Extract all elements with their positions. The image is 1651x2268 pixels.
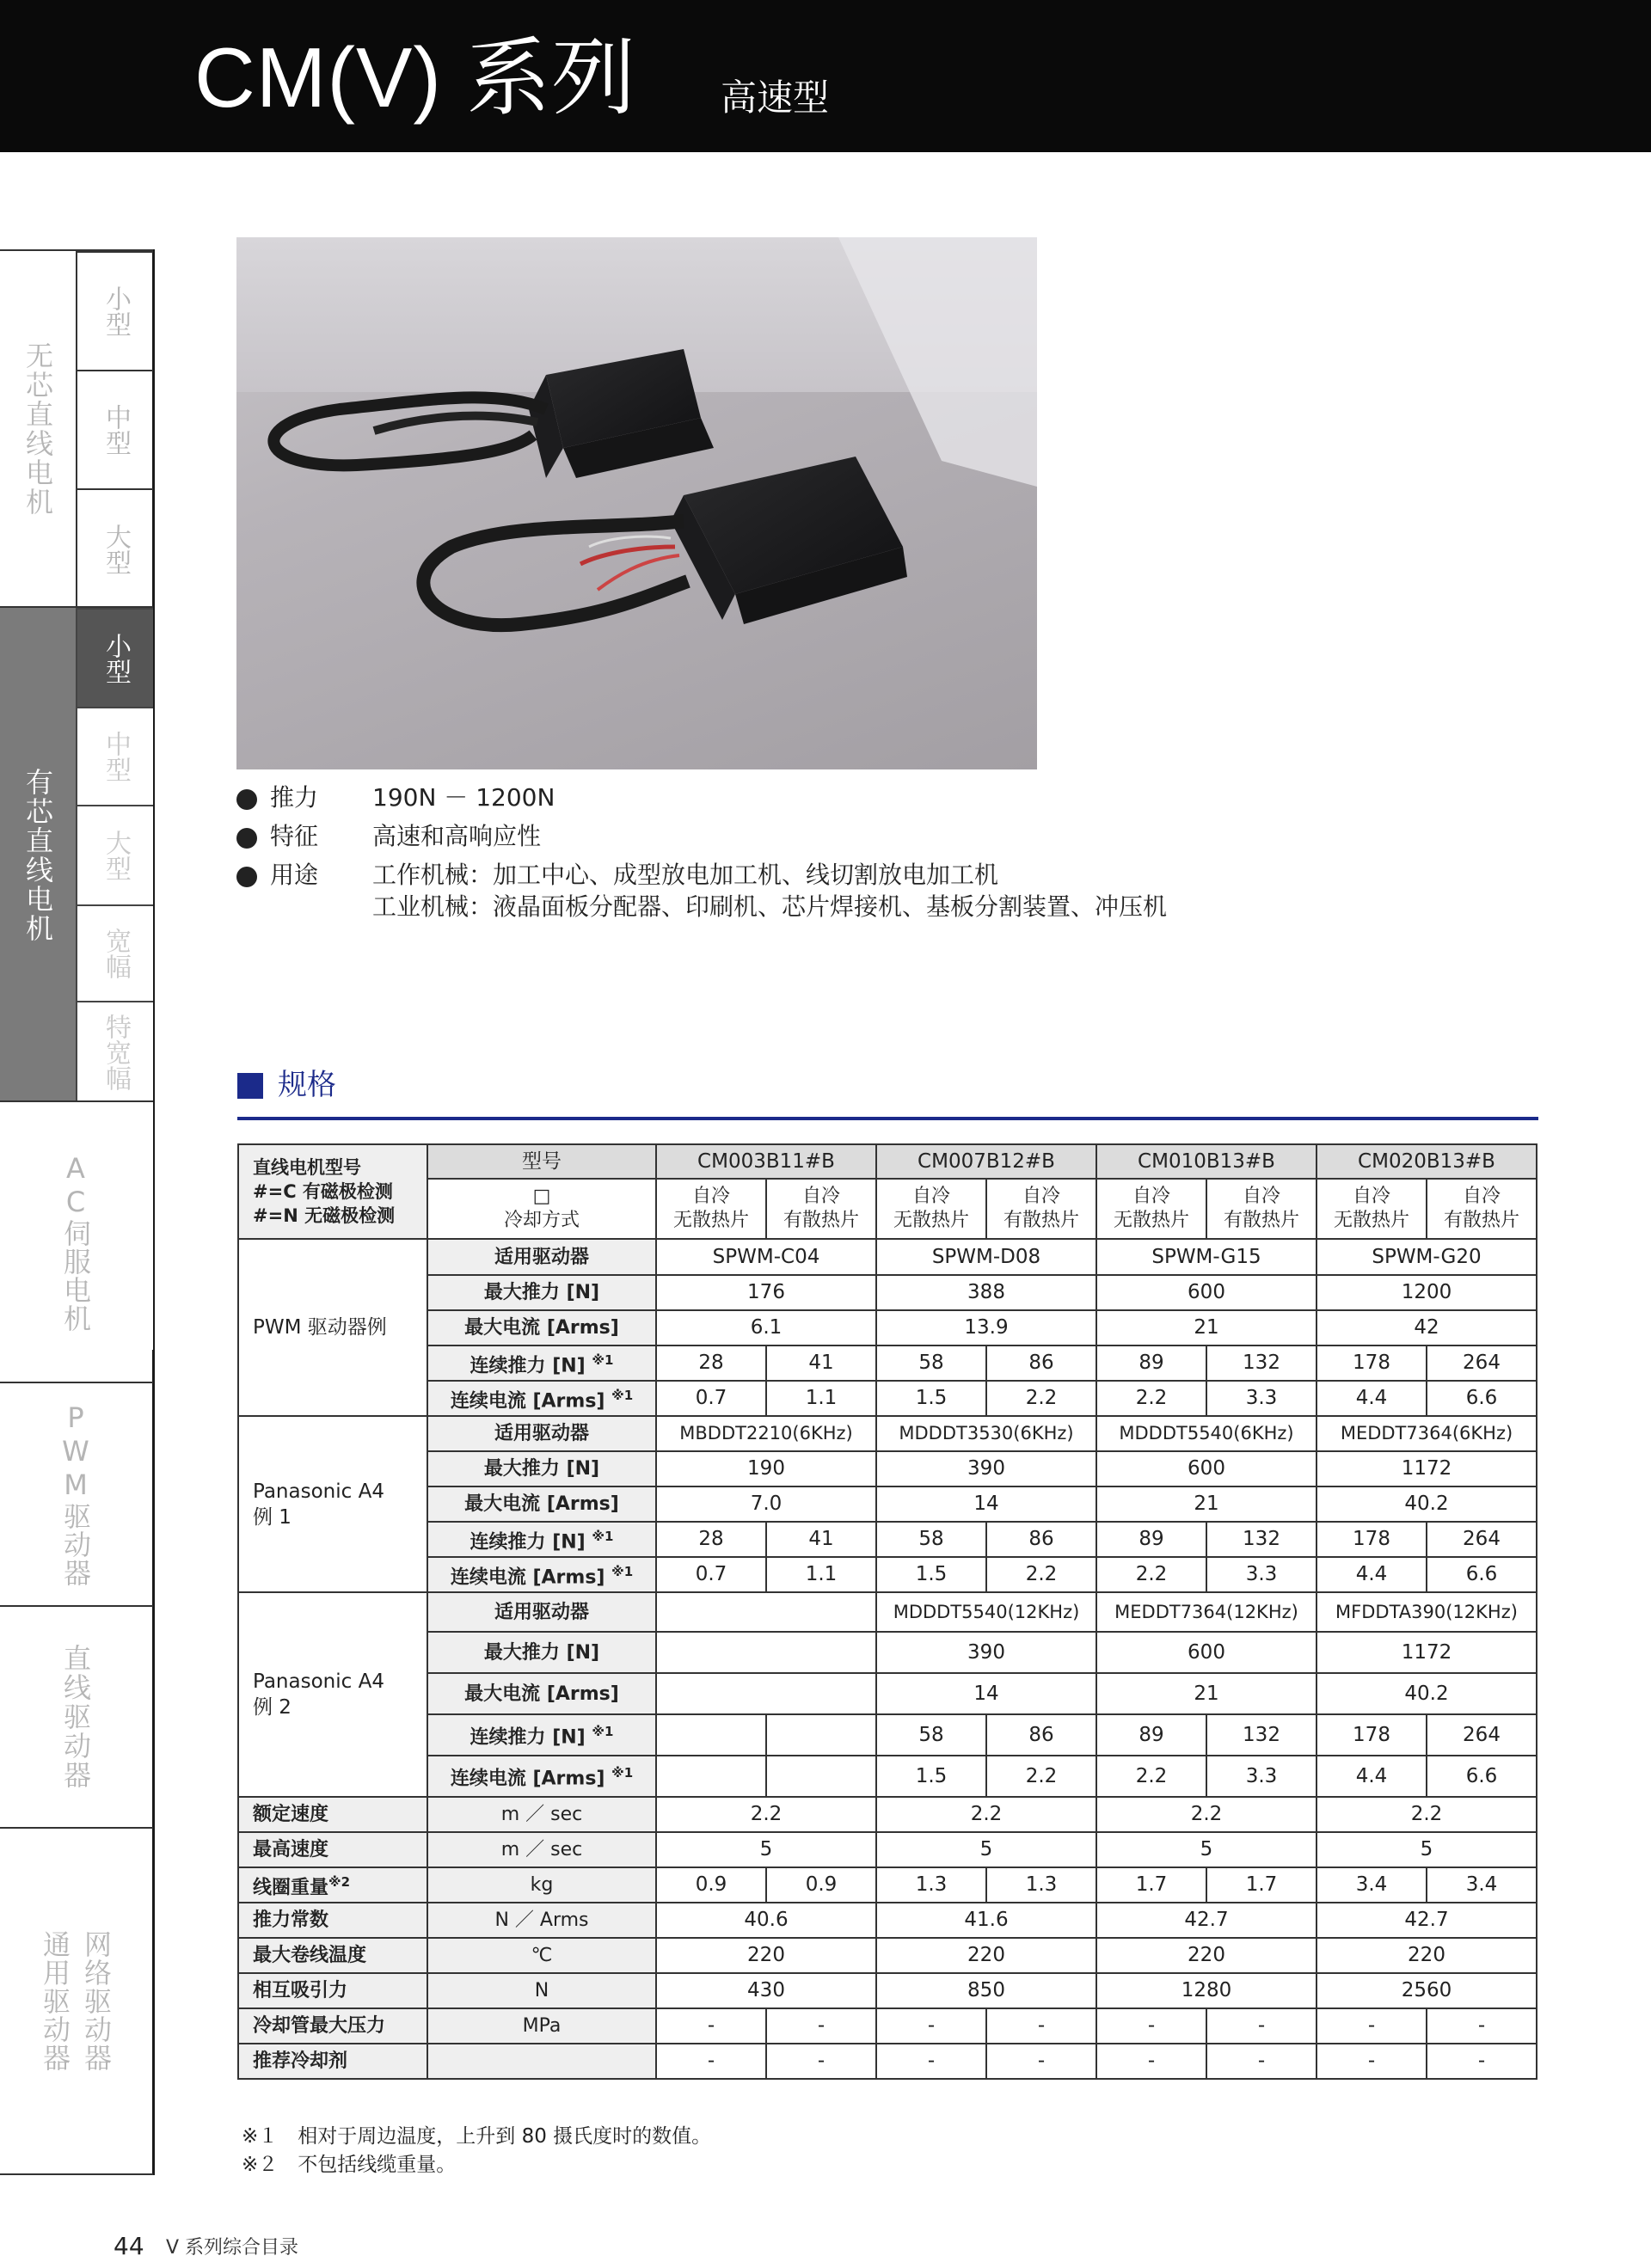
table-cell: 3.3 bbox=[1206, 1756, 1317, 1797]
table-cell: 5 bbox=[656, 1832, 876, 1867]
table-row-max-winding-temp bbox=[238, 1938, 1537, 1973]
table-row bbox=[238, 1416, 1537, 1451]
bullet-icon bbox=[236, 789, 257, 810]
table-cell bbox=[766, 1714, 876, 1756]
table-cell: 41.6 bbox=[876, 1903, 1096, 1938]
section-rule bbox=[237, 1117, 1538, 1120]
table-cell: - bbox=[766, 2008, 876, 2044]
table-cell: 430 bbox=[656, 1973, 876, 2008]
category-cell: 相互吸引力 bbox=[238, 1973, 427, 2008]
table-cell: 2.2 bbox=[1096, 1756, 1206, 1797]
table-cell bbox=[766, 1756, 876, 1797]
cooling-cell: 自冷 有散热片 bbox=[1427, 1179, 1537, 1239]
table-cell: MEDDT7364(12KHz) bbox=[1096, 1592, 1317, 1632]
table-cell: 3.4 bbox=[1427, 1867, 1537, 1903]
table-row bbox=[238, 1522, 1537, 1557]
catalog-name: V 系列综合目录 bbox=[166, 2237, 299, 2259]
sidebar-item-small[interactable]: 小型 bbox=[76, 251, 153, 370]
cooling-cell: 自冷 有散热片 bbox=[986, 1179, 1096, 1239]
table-cell: 86 bbox=[986, 1522, 1096, 1557]
row-label-cell: 最大推力 [N] bbox=[427, 1451, 656, 1486]
table-cell: - bbox=[986, 2008, 1096, 2044]
table-cell: 1.3 bbox=[876, 1867, 986, 1903]
row-label-cell: 最大电流 [Arms] bbox=[427, 1673, 656, 1714]
table-cell: - bbox=[1317, 2044, 1427, 2079]
page-header bbox=[0, 0, 1651, 152]
table-cell: MEDDT7364(6KHz) bbox=[1317, 1416, 1537, 1451]
cooling-cell: 自冷 有散热片 bbox=[766, 1179, 876, 1239]
table-cell: 220 bbox=[656, 1938, 876, 1973]
table-cell: 5 bbox=[1317, 1832, 1537, 1867]
page-number: 44 bbox=[114, 2232, 144, 2260]
table-cell: 220 bbox=[876, 1938, 1096, 1973]
table-row bbox=[238, 1239, 1537, 1275]
sidebar-item-wide[interactable]: 宽幅 bbox=[76, 904, 153, 1001]
table-row-coolant-pressure bbox=[238, 2008, 1537, 2044]
table-cell: 42.7 bbox=[1096, 1903, 1317, 1938]
model-cell: CM007B12#B bbox=[876, 1144, 1096, 1179]
unit-cell: kg bbox=[427, 1867, 656, 1903]
table-cell: - bbox=[656, 2008, 766, 2044]
table-row bbox=[238, 1557, 1537, 1592]
table-row bbox=[238, 1486, 1537, 1522]
unit-cell: MPa bbox=[427, 2008, 656, 2044]
feature-key: 特征 bbox=[270, 822, 319, 850]
sidebar-group-ac-servo[interactable] bbox=[0, 1100, 153, 1382]
table-cell: 3.4 bbox=[1317, 1867, 1427, 1903]
cooling-cell: 自冷 无散热片 bbox=[876, 1179, 986, 1239]
sidebar-item-medium[interactable]: 中型 bbox=[76, 370, 153, 488]
table-cell: 132 bbox=[1206, 1714, 1317, 1756]
category-cell: 最大卷线温度 bbox=[238, 1938, 427, 1973]
footnote-2: ※２ 不包括线缆重量。 bbox=[242, 2154, 457, 2176]
table-cell: - bbox=[766, 2044, 876, 2079]
table-cell: 1.7 bbox=[1096, 1867, 1206, 1903]
table-cell: - bbox=[1317, 2008, 1427, 2044]
table-cell: 4.4 bbox=[1317, 1381, 1427, 1416]
feature-key: 推力 bbox=[270, 783, 319, 812]
category-cell: 推力常数 bbox=[238, 1903, 427, 1938]
table-cell: 178 bbox=[1317, 1345, 1427, 1381]
sidebar-group-label: AC伺服电机 bbox=[59, 1151, 92, 1333]
table-cell: 41 bbox=[766, 1522, 876, 1557]
table-cell: 58 bbox=[876, 1714, 986, 1756]
table-cell: 1.5 bbox=[876, 1381, 986, 1416]
table-cell: 3.3 bbox=[1206, 1381, 1317, 1416]
feature-value: 高速和高响应性 bbox=[372, 822, 542, 850]
table-row bbox=[238, 1381, 1537, 1416]
table-cell: 220 bbox=[1096, 1938, 1317, 1973]
category-cell: 最高速度 bbox=[238, 1832, 427, 1867]
table-cell: 42 bbox=[1317, 1310, 1537, 1345]
product-photo bbox=[236, 237, 1037, 769]
table-cell: 132 bbox=[1206, 1522, 1317, 1557]
footnote-1: ※１ 相对于周边温度，上升到 80 摄氏度时的数值。 bbox=[242, 2125, 712, 2148]
table-cell: 132 bbox=[1206, 1345, 1317, 1381]
feature-value: 190N － 1200N bbox=[372, 783, 555, 812]
category-cell: PWM 驱动器例 bbox=[238, 1239, 427, 1416]
table-cell: 1.5 bbox=[876, 1557, 986, 1592]
table-cell: 40.2 bbox=[1317, 1673, 1537, 1714]
category-sidebar bbox=[0, 249, 155, 2175]
cooling-cell: 自冷 有散热片 bbox=[1206, 1179, 1317, 1239]
table-cell: 4.4 bbox=[1317, 1756, 1427, 1797]
sidebar-group-label-network: 网络驱动器 bbox=[80, 1930, 113, 2072]
table-row bbox=[238, 1673, 1537, 1714]
table-cell: 41 bbox=[766, 1345, 876, 1381]
table-cell: 176 bbox=[656, 1275, 876, 1310]
row-label-cell: 连续电流 [Arms] $^{※1}$ bbox=[427, 1557, 656, 1592]
table-cell: 40.2 bbox=[1317, 1486, 1537, 1522]
table-cell: - bbox=[986, 2044, 1096, 2079]
table-cell: 4.4 bbox=[1317, 1557, 1427, 1592]
table-cell: 264 bbox=[1427, 1714, 1537, 1756]
table-cell: 1.1 bbox=[766, 1381, 876, 1416]
table-row-coil-weight bbox=[238, 1867, 1537, 1903]
row-label-cell: 连续推力 [N] $^{※1}$ bbox=[427, 1714, 656, 1756]
cooling-cell: 自冷 无散热片 bbox=[656, 1179, 766, 1239]
table-cell: 86 bbox=[986, 1714, 1096, 1756]
table-cell: 600 bbox=[1096, 1275, 1317, 1310]
table-row-rated-speed bbox=[238, 1797, 1537, 1832]
table-cell: 264 bbox=[1427, 1345, 1537, 1381]
table-cell: 6.6 bbox=[1427, 1756, 1537, 1797]
table-cell: 21 bbox=[1096, 1673, 1317, 1714]
sidebar-item-large[interactable]: 大型 bbox=[76, 805, 153, 904]
table-cell bbox=[656, 1592, 876, 1632]
table-cell bbox=[656, 1714, 766, 1756]
table-cell: 5 bbox=[1096, 1832, 1317, 1867]
cooling-cell: 自冷 无散热片 bbox=[1317, 1179, 1427, 1239]
sidebar-item-small-active[interactable]: 小型 bbox=[76, 608, 153, 707]
table-cell: 2.2 bbox=[986, 1381, 1096, 1416]
table-cell: 2.2 bbox=[1096, 1797, 1317, 1832]
feature-value: 工业机械：液晶面板分配器、印刷机、芯片焊接机、基板分割装置、冲压机 bbox=[372, 892, 1168, 921]
table-row-recommended-coolant bbox=[238, 2044, 1537, 2079]
cooling-label-cell: □ 冷却方式 bbox=[427, 1179, 656, 1239]
table-row bbox=[238, 1756, 1537, 1797]
unit-cell bbox=[427, 2044, 656, 2079]
table-row bbox=[238, 1451, 1537, 1486]
category-cell: 额定速度 bbox=[238, 1797, 427, 1832]
table-cell: 1280 bbox=[1096, 1973, 1317, 2008]
table-cell: 1.3 bbox=[986, 1867, 1096, 1903]
table-cell bbox=[656, 1673, 876, 1714]
table-row bbox=[238, 1310, 1537, 1345]
sidebar-group-label-general: 通用驱动器 bbox=[39, 1930, 71, 2072]
table-cell: 220 bbox=[1317, 1938, 1537, 1973]
row-label-cell: 适用驱动器 bbox=[427, 1239, 656, 1275]
table-cell: 1.7 bbox=[1206, 1867, 1317, 1903]
table-row-models bbox=[238, 1144, 1537, 1179]
table-cell: 7.0 bbox=[656, 1486, 876, 1522]
table-cell: SPWM-C04 bbox=[656, 1239, 876, 1275]
sidebar-group-label: 无芯直线电机 bbox=[21, 340, 54, 517]
table-row-force-constant bbox=[238, 1903, 1537, 1938]
category-cell: Panasonic A4 例 2 bbox=[238, 1592, 427, 1797]
table-cell: 2.2 bbox=[1096, 1381, 1206, 1416]
table-cell: - bbox=[1206, 2008, 1317, 2044]
table-cell: - bbox=[656, 2044, 766, 2079]
row-label-cell: 最大推力 [N] bbox=[427, 1275, 656, 1310]
table-cell: 2.2 bbox=[986, 1756, 1096, 1797]
feature-value: 工作机械：加工中心、成型放电加工机、线切割放电加工机 bbox=[372, 861, 999, 889]
table-cell: SPWM-G15 bbox=[1096, 1239, 1317, 1275]
table-row bbox=[238, 1592, 1537, 1632]
table-cell: 13.9 bbox=[876, 1310, 1096, 1345]
table-cell: SPWM-G20 bbox=[1317, 1239, 1537, 1275]
sidebar-group-label: PWM驱动器 bbox=[59, 1401, 92, 1587]
table-cell: 178 bbox=[1317, 1522, 1427, 1557]
table-cell: 89 bbox=[1096, 1714, 1206, 1756]
product-illustration bbox=[236, 237, 1037, 769]
table-cell: 5 bbox=[876, 1832, 1096, 1867]
table-cell: 89 bbox=[1096, 1345, 1206, 1381]
model-cell: CM020B13#B bbox=[1317, 1144, 1537, 1179]
table-cell: 28 bbox=[656, 1522, 766, 1557]
category-cell: 冷却管最大压力 bbox=[238, 2008, 427, 2044]
sidebar-group-general-network-driver[interactable] bbox=[0, 1827, 153, 2175]
table-cell: 600 bbox=[1096, 1451, 1317, 1486]
row-label-cell: 连续推力 [N] $^{※1}$ bbox=[427, 1345, 656, 1381]
table-cell: 6.6 bbox=[1427, 1557, 1537, 1592]
table-cell: 6.6 bbox=[1427, 1381, 1537, 1416]
table-cell: 2560 bbox=[1317, 1973, 1537, 2008]
table-cell: 14 bbox=[876, 1486, 1096, 1522]
table-row bbox=[238, 1345, 1537, 1381]
sidebar-group-label: 有芯直线电机 bbox=[21, 767, 54, 943]
sidebar-item-extra-wide[interactable]: 特宽幅 bbox=[76, 1001, 153, 1102]
row-label-cell: 最大推力 [N] bbox=[427, 1632, 656, 1673]
table-cell: 28 bbox=[656, 1345, 766, 1381]
unit-cell: N bbox=[427, 1973, 656, 2008]
table-row-max-speed bbox=[238, 1832, 1537, 1867]
table-cell: 390 bbox=[876, 1451, 1096, 1486]
table-cell: 89 bbox=[1096, 1522, 1206, 1557]
table-cell: 3.3 bbox=[1206, 1557, 1317, 1592]
table-cell: - bbox=[1427, 2044, 1537, 2079]
unit-cell: m ／ sec bbox=[427, 1797, 656, 1832]
category-cell: 推荐冷却剂 bbox=[238, 2044, 427, 2079]
table-cell: - bbox=[1096, 2044, 1206, 2079]
row-label-cell: 最大电流 [Arms] bbox=[427, 1310, 656, 1345]
table-row bbox=[238, 1632, 1537, 1673]
table-cell: 58 bbox=[876, 1522, 986, 1557]
spec-table bbox=[237, 1143, 1537, 2080]
model-cell: CM003B11#B bbox=[656, 1144, 876, 1179]
table-cell: 1.5 bbox=[876, 1756, 986, 1797]
table-cell: 850 bbox=[876, 1973, 1096, 2008]
table-cell: SPWM-D08 bbox=[876, 1239, 1096, 1275]
bullet-icon bbox=[236, 867, 257, 887]
model-label-cell: 型号 bbox=[427, 1144, 656, 1179]
table-cell: 388 bbox=[876, 1275, 1096, 1310]
sidebar-group-label: 直线驱动器 bbox=[59, 1644, 92, 1790]
section-marker-icon bbox=[237, 1073, 263, 1099]
table-cell: MDDDT5540(6KHz) bbox=[1096, 1416, 1317, 1451]
table-cell bbox=[656, 1756, 766, 1797]
unit-cell: m ／ sec bbox=[427, 1832, 656, 1867]
table-row-cooling bbox=[238, 1179, 1537, 1239]
table-cell: 40.6 bbox=[656, 1903, 876, 1938]
table-cell: 1200 bbox=[1317, 1275, 1537, 1310]
table-cell: 1172 bbox=[1317, 1451, 1537, 1486]
row-label-cell: 最大电流 [Arms] bbox=[427, 1486, 656, 1522]
sidebar-item-large[interactable]: 大型 bbox=[76, 488, 153, 608]
category-cell: 线圈重量$^{※2}$ bbox=[238, 1867, 427, 1903]
table-cell: MFDDTA390(12KHz) bbox=[1317, 1592, 1537, 1632]
unit-cell: N ／ Arms bbox=[427, 1903, 656, 1938]
table-cell: 178 bbox=[1317, 1714, 1427, 1756]
table-cell: 0.7 bbox=[656, 1381, 766, 1416]
table-cell: 6.1 bbox=[656, 1310, 876, 1345]
table-cell: - bbox=[876, 2044, 986, 2079]
table-row bbox=[238, 1275, 1537, 1310]
row-label-cell: 适用驱动器 bbox=[427, 1592, 656, 1632]
table-cell: 0.9 bbox=[656, 1867, 766, 1903]
table-cell: 0.7 bbox=[656, 1557, 766, 1592]
table-cell: 58 bbox=[876, 1345, 986, 1381]
table-cell: - bbox=[1096, 2008, 1206, 2044]
table-cell: MDDDT5540(12KHz) bbox=[876, 1592, 1096, 1632]
table-cell: 21 bbox=[1096, 1486, 1317, 1522]
page-title: CM(V) 系列 bbox=[194, 30, 637, 125]
feature-key: 用途 bbox=[270, 861, 319, 889]
table-cell: 600 bbox=[1096, 1632, 1317, 1673]
unit-cell: ℃ bbox=[427, 1938, 656, 1973]
table-cell: 86 bbox=[986, 1345, 1096, 1381]
table-cell: 0.9 bbox=[766, 1867, 876, 1903]
table-cell: 2.2 bbox=[986, 1557, 1096, 1592]
table-cell: 264 bbox=[1427, 1522, 1537, 1557]
table-row-attraction-force bbox=[238, 1973, 1537, 2008]
table-cell: 42.7 bbox=[1317, 1903, 1537, 1938]
table-cell: 390 bbox=[876, 1632, 1096, 1673]
corner-cell: 直线电机型号 #=C 有磁极检测 #=N 无磁极检测 bbox=[238, 1144, 427, 1239]
table-cell: 2.2 bbox=[1317, 1797, 1537, 1832]
table-cell: MDDDT3530(6KHz) bbox=[876, 1416, 1096, 1451]
table-cell: 2.2 bbox=[1096, 1557, 1206, 1592]
table-cell bbox=[656, 1632, 876, 1673]
table-cell: 1172 bbox=[1317, 1632, 1537, 1673]
table-cell: 2.2 bbox=[876, 1797, 1096, 1832]
table-cell: - bbox=[876, 2008, 986, 2044]
row-label-cell: 适用驱动器 bbox=[427, 1416, 656, 1451]
table-cell: - bbox=[1206, 2044, 1317, 2079]
page-subtitle: 高速型 bbox=[721, 77, 830, 119]
table-row bbox=[238, 1714, 1537, 1756]
row-label-cell: 连续电流 [Arms] $^{※1}$ bbox=[427, 1381, 656, 1416]
table-cell: 14 bbox=[876, 1673, 1096, 1714]
table-cell: - bbox=[1427, 2008, 1537, 2044]
table-cell: 21 bbox=[1096, 1310, 1317, 1345]
cooling-cell: 自冷 无散热片 bbox=[1096, 1179, 1206, 1239]
row-label-cell: 连续推力 [N] $^{※1}$ bbox=[427, 1522, 656, 1557]
table-cell: MBDDT2210(6KHz) bbox=[656, 1416, 876, 1451]
sidebar-group-pwm-driver[interactable] bbox=[0, 1382, 153, 1605]
bullet-icon bbox=[236, 828, 257, 849]
table-cell: 1.1 bbox=[766, 1557, 876, 1592]
category-cell: Panasonic A4 例 1 bbox=[238, 1416, 427, 1592]
model-cell: CM010B13#B bbox=[1096, 1144, 1317, 1179]
sidebar-group-linear-driver[interactable] bbox=[0, 1605, 153, 1827]
row-label-cell: 连续电流 [Arms] $^{※1}$ bbox=[427, 1756, 656, 1797]
table-cell: 190 bbox=[656, 1451, 876, 1486]
sidebar-item-medium[interactable]: 中型 bbox=[76, 707, 153, 805]
section-title: 规格 bbox=[278, 1068, 336, 1102]
table-cell: 2.2 bbox=[656, 1797, 876, 1832]
sidebar-group-coreless[interactable] bbox=[0, 249, 153, 606]
